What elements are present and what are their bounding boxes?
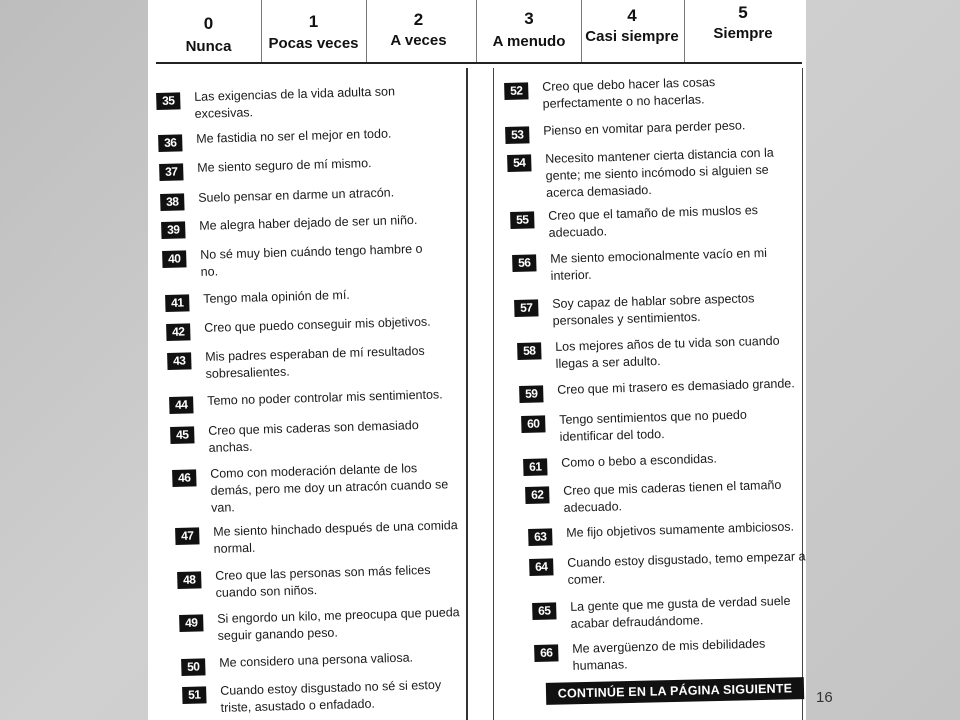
question-text: Me considero una persona valiosa. [219,650,414,670]
scale-number: 1 [308,12,319,31]
question-text: Me siento emocionalmente vacío en mi interior. [550,245,768,283]
question-text: No sé muy bien cuándo tengo hambre o no. [200,241,423,279]
question-number: 46 [172,469,196,487]
question-number: 55 [510,211,534,229]
question-number: 49 [179,614,203,632]
question-text: Me siento seguro de mí mismo. [197,156,372,175]
question-text: Tengo mala opinión de mí. [203,287,350,306]
scale-label: A menudo [492,33,566,50]
question-text: Creo que el tamaño de mis muslos es adecuado. [548,203,759,240]
question-number: 36 [158,134,182,152]
question-item [167,343,426,384]
question-text: Me fijo objetivos sumamente ambiciosos. [566,519,795,540]
question-text: Creo que mis caderas tienen el tamaño adecuado. [563,477,782,515]
question-item [504,73,758,114]
scale-number: 0 [203,14,214,33]
question-number: 60 [521,415,545,433]
question-text: Soy capaz de hablar sobre aspectos personales y sentimientos. [552,291,755,328]
question-number: 45 [170,426,194,444]
question-text: Como o bebo a escondidas. [561,451,718,470]
slide-number: 16 [816,689,833,706]
question-number: 56 [512,254,536,272]
scale-number: 2 [413,10,424,29]
scale-option-4 [580,0,685,62]
scale-number: 3 [524,9,534,28]
scale-label: A veces [390,32,447,49]
question-number: 57 [514,299,538,317]
question-number: 48 [177,571,201,589]
scale-label: Siempre [713,25,773,42]
question-number: 66 [534,644,558,662]
questionnaire-page [148,0,806,720]
continue-next-page-banner: CONTINÚE EN LA PÁGINA SIGUIENTE [546,677,804,705]
question-text: La gente que me gusta de verdad suele acabar defraudándome. [570,593,791,631]
question-text: Me avergüenzo de mis debilidades humanas. [572,636,766,673]
scale-option-2 [366,0,471,62]
question-text: Creo que debo hacer las cosas perfectamente o no hacerlas. [542,75,716,111]
question-number: 44 [169,396,193,414]
scale-label: Casi siempre [585,28,679,45]
question-text: Como con moderación delante de los demás, pero me doy un atracón cuando se van. [210,461,449,515]
question-number: 43 [167,352,191,370]
question-number: 54 [507,154,531,172]
question-text: Creo que mi trasero es demasiado grande. [557,376,795,397]
question-text: Me fastidia no ser el mejor en todo. [196,126,392,146]
question-text: Si engordo un kilo, me preocupa que pueda seguir ganando peso. [217,605,460,643]
question-text: Cuando estoy disgustado no sé si estoy triste, asustado o enfadado. [220,677,442,715]
question-number: 64 [529,558,553,576]
question-number: 52 [504,82,528,100]
question-number: 59 [519,385,543,403]
question-text: Necesito mantener cierta distancia con la gente; me siento incómodo si alguien se acerca demasiado. [545,145,774,200]
scale-label: Pocas veces [268,35,359,52]
question-text: Cuando estoy disgustado, temo empezar a comer. [567,549,806,587]
question-number: 62 [525,486,549,504]
question-number: 39 [161,221,185,239]
scale-option-3 [476,0,582,62]
question-text: Creo que puedo conseguir mis objetivos. [204,314,431,335]
question-number: 38 [160,193,184,211]
question-number: 53 [505,126,529,144]
question-text: Mis padres esperaban de mí resultados sobresalientes. [205,343,425,381]
scale-number: 4 [627,6,637,25]
response-scale-header [156,0,802,64]
question-text: Creo que mis caderas son demasiado anchas. [208,418,419,455]
question-text: Los mejores años de tu vida son cuando llegas a ser adulto. [555,333,780,371]
scale-option-0 [156,0,262,62]
question-number: 65 [532,602,556,620]
question-number: 35 [156,92,180,110]
scale-option-1 [261,0,367,62]
question-number: 41 [165,294,189,312]
question-number: 51 [182,686,206,704]
question-number: 47 [175,527,199,545]
scale-option-5 [684,0,802,62]
question-text: Temo no poder controlar mis sentimientos. [207,387,443,408]
question-text: Me siento hinchado después de una comida normal. [213,518,458,556]
question-item [521,406,780,447]
question-text: Pienso en vomitar para perder peso. [543,118,746,138]
scale-label: Nunca [185,38,232,55]
question-text: Tengo sentimientos que no puedo identificar del todo. [559,407,747,444]
question-text: Creo que las personas son más felices cuando son niños. [215,562,431,600]
question-number: 40 [162,250,186,268]
question-item [507,144,791,203]
question-text: Suelo pensar en darme un atracón. [198,185,395,205]
scale-number: 5 [738,3,748,22]
question-number: 63 [528,528,552,546]
question-number: 61 [523,458,547,476]
question-item [177,562,436,603]
question-number: 37 [159,163,183,181]
question-text: Las exigencias de la vida adulta son excesivas. [194,84,396,121]
question-item [172,459,456,518]
question-number: 42 [166,323,190,341]
question-text: Me alegra haber dejado de ser un niño. [199,212,418,233]
question-number: 58 [517,342,541,360]
question-number: 50 [181,658,205,676]
